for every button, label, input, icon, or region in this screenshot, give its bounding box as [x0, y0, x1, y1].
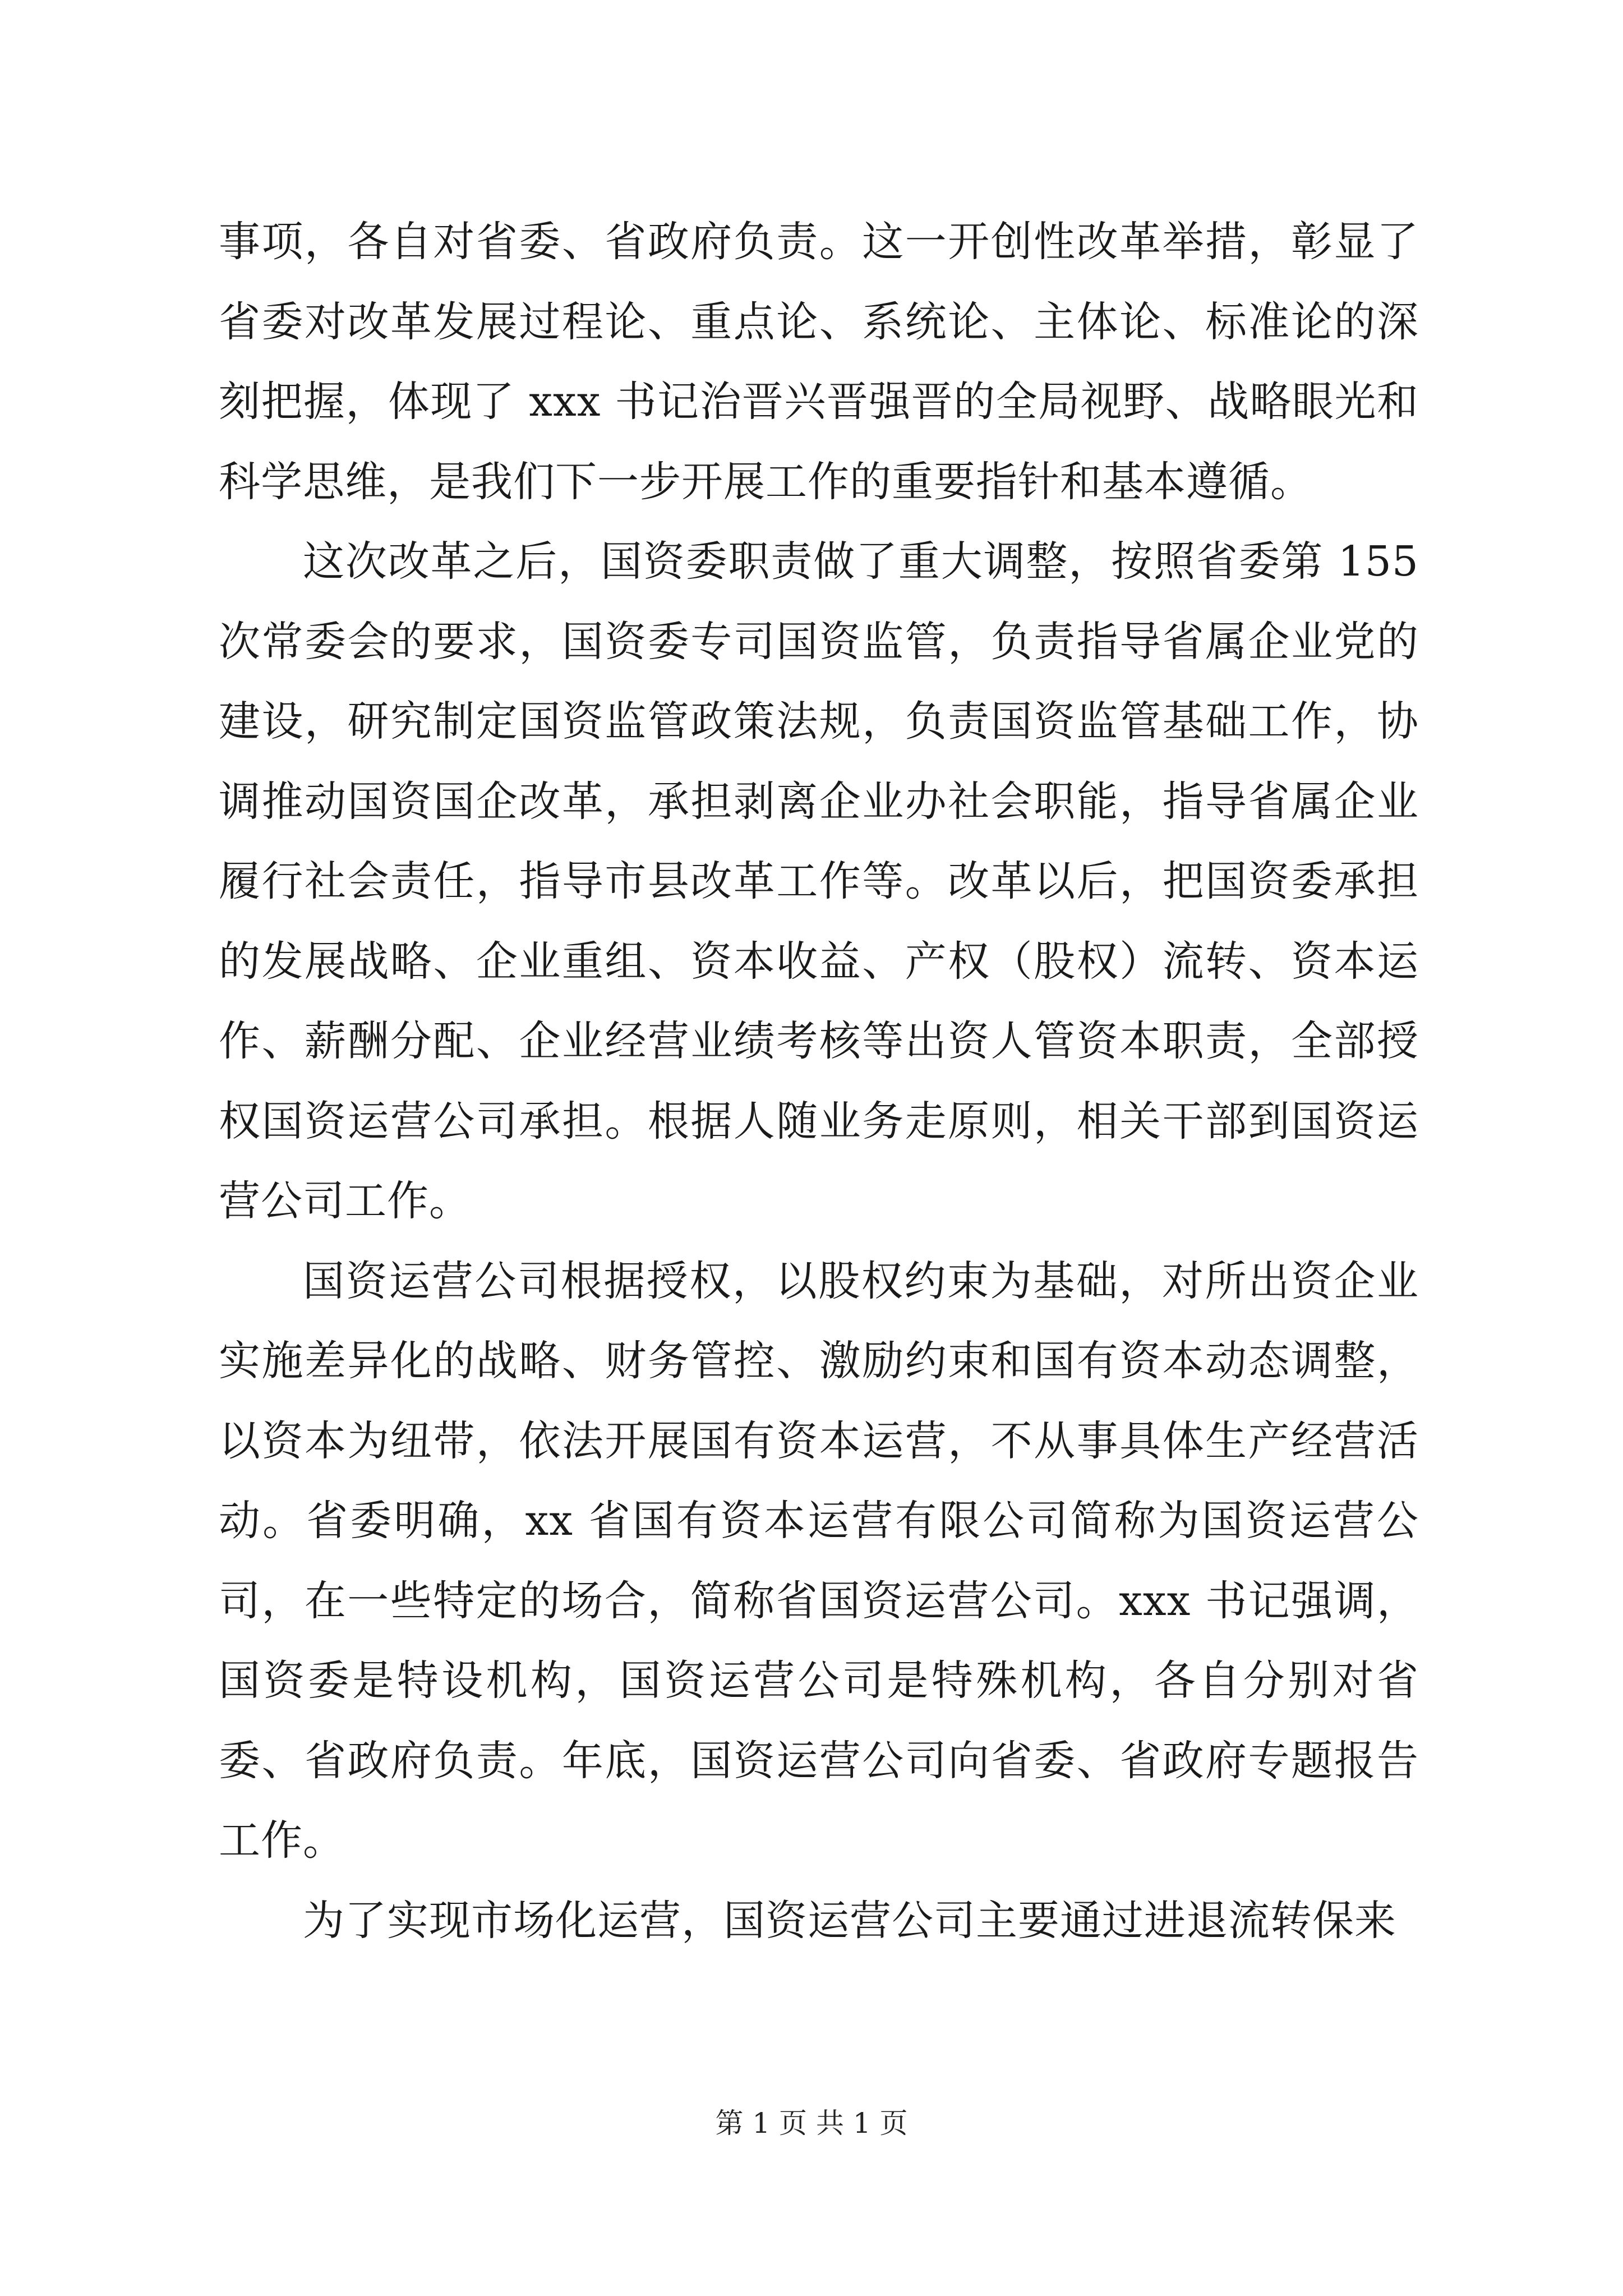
page-footer: 第 1 页 共 1 页	[715, 2107, 908, 2139]
paragraph-2: 这次改革之后，国资委职责做了重大调整，按照省委第 155 次常委会的要求，国资委专司国资监管，负责指导省属企业党的建设，研究制定国资监管政策法规，负责国资监管基础工作，协调推动国资国企改革，承担剥离企业办社会职能，指导省属企业履行社会责任，指导市县改革工作等。改革以后，把国资委承担的发展战略、企业重组、资本收益、产权（股权）流转、资本运作、薪酬分配、企业经营业绩考核等出资人管资本职责，全部授权国资运营公司承担。根据人随业务走原则，相关干部到国资运营公司工作。	[219, 537, 1419, 1225]
paragraph-4: 为了实现市场化运营，国资运营公司主要通过进退流转保来	[303, 1896, 1396, 1945]
document-body	[219, 202, 1419, 1961]
paragraph-1: 事项，各自对省委、省政府负责。这一开创性改革举措，彰显了省委对改革发展过程论、重点论、系统论、主体论、标准论的深刻把握，体现了 xxx 书记治晋兴晋强晋的全局视野、战略眼光和科学思维，是我们下一步开展工作的重要指针和基本遵循。	[219, 218, 1419, 506]
paragraph-3: 国资运营公司根据授权，以股权约束为基础，对所出资企业实施差异化的战略、财务管控、激励约束和国有资本动态调整，以资本为纽带，依法开展国有资本运营，不从事具体生产经营活动。省委明确，xx 省国有资本运营有限公司简称为国资运营公司，在一些特定的场合，简称省国资运营公司。xxx 书记强调，国资委是特设机构，国资运营公司是特殊机构，各自分别对省委、省政府负责。年底，国资运营公司向省委、省政府专题报告工作。	[219, 1257, 1419, 1865]
